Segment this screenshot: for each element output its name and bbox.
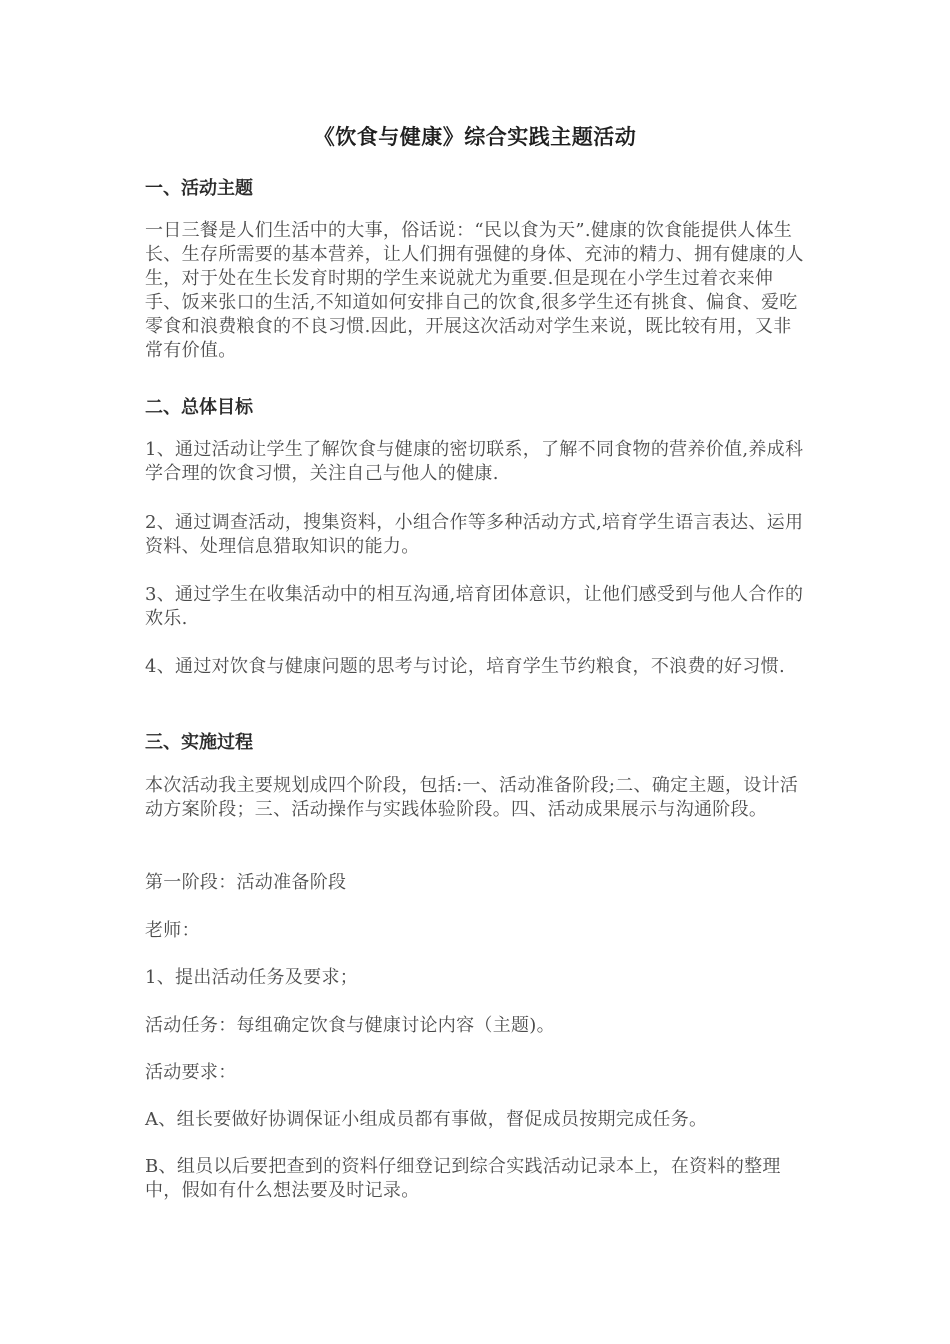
section-heading-process: 三、实施过程 — [145, 732, 253, 753]
goal-item-1: 1、通过活动让学生了解饮食与健康的密切联系，了解不同食物的营养价值,养成科学合理的饮食习惯，关注自己与他人的健康. — [145, 439, 804, 484]
theme-paragraph: 一日三餐是人们生活中的大事，俗话说：“民以食为天”.健康的饮食能提供人体生长、生存所需要的基本营养，让人们拥有强健的身体、充沛的精力、拥有健康的人生，对于处在生长发育时期的学生来说就尤为重要.但是现在小学生过着衣来伸手、饭来张口的生活,不知道如何安排自己的饮食,很多学生还有挑食、偏食、爱吃零食和浪费粮食的不良习惯.因此，开展这次活动对学生来说，既比较有用，又非常有价值。 — [145, 220, 804, 361]
activity-task: 活动任务：每组确定饮食与健康讨论内容（主题)。 — [145, 1015, 555, 1036]
goal-item-2: 2、通过调查活动，搜集资料，小组合作等多种活动方式,培育学生语言表达、运用资料、处理信息猎取知识的能力。 — [145, 512, 804, 557]
requirement-b: B、组员以后要把查到的资料仔细登记到综合实践活动记录本上，在资料的整理中，假如有什么想法要及时记录。 — [145, 1156, 781, 1201]
document-title: 《饮食与健康》综合实践主题活动 — [313, 125, 637, 149]
section-heading-theme: 一、活动主题 — [145, 178, 253, 199]
teacher-label: 老师： — [145, 920, 200, 941]
task-item: 1、提出活动任务及要求； — [145, 967, 359, 988]
section-heading-goals: 二、总体目标 — [145, 397, 253, 418]
process-intro-paragraph: 本次活动我主要规划成四个阶段，包括:一、活动准备阶段;二、确定主题，设计活动方案阶段；三、活动操作与实践体验阶段。四、活动成果展示与沟通阶段。 — [145, 775, 799, 820]
goal-item-3: 3、通过学生在收集活动中的相互沟通,培育团体意识，让他们感受到与他人合作的欢乐. — [145, 584, 804, 629]
requirements-label: 活动要求： — [145, 1062, 237, 1083]
requirement-a: A、组长要做好协调保证小组成员都有事做，督促成员按期完成任务。 — [145, 1109, 708, 1130]
goal-item-4: 4、通过对饮食与健康问题的思考与讨论，培育学生节约粮食，不浪费的好习惯. — [145, 656, 785, 677]
stage-one-label: 第一阶段：活动准备阶段 — [145, 872, 347, 893]
